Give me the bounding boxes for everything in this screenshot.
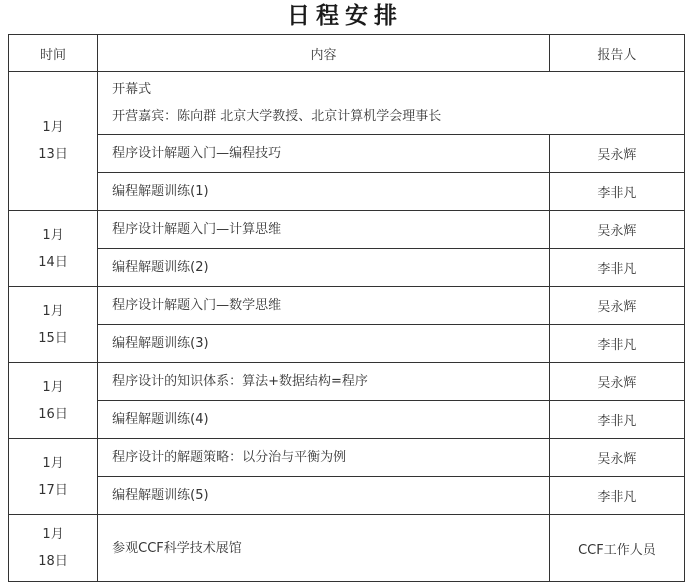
session-title: 程序设计解题入门—编程技巧 bbox=[112, 146, 282, 161]
session-title: 编程解题训练(2) bbox=[112, 260, 209, 275]
table-row bbox=[9, 477, 685, 515]
session-title: 程序设计的知识体系：算法+数据结构=程序 bbox=[112, 374, 368, 389]
day-month: 1月 bbox=[42, 455, 64, 471]
session-content bbox=[98, 211, 550, 249]
day-cell bbox=[9, 439, 98, 515]
session-title: 程序设计解题入门—计算思维 bbox=[112, 222, 282, 237]
session-title: 参观CCF科学技术展馆 bbox=[112, 540, 242, 556]
session-content bbox=[98, 439, 550, 477]
session-speaker: 吴永辉 bbox=[549, 211, 684, 249]
day-date: 17日 bbox=[38, 482, 68, 498]
header-time: 时间 bbox=[9, 35, 98, 72]
page-title: 日程安排 bbox=[287, 3, 403, 29]
day-cell bbox=[9, 211, 98, 287]
session-title: 程序设计的解题策略：以分治与平衡为例 bbox=[112, 450, 347, 465]
table-row bbox=[9, 249, 685, 287]
session-speaker: 吴永辉 bbox=[549, 287, 684, 325]
day-month: 1月 bbox=[42, 227, 64, 243]
day-month: 1月 bbox=[42, 379, 64, 395]
session-speaker: 李非凡 bbox=[549, 401, 684, 439]
session-title: 编程解题训练(3) bbox=[112, 336, 209, 351]
day-month: 1月 bbox=[42, 303, 64, 319]
day-cell bbox=[9, 515, 98, 582]
table-row bbox=[9, 325, 685, 363]
session-content bbox=[98, 287, 550, 325]
table-header-row bbox=[9, 35, 685, 72]
day-date: 13日 bbox=[38, 147, 68, 162]
table-row bbox=[9, 135, 685, 173]
session-speaker: 吴永辉 bbox=[549, 439, 684, 477]
session-title: 程序设计解题入门—数学思维 bbox=[112, 298, 282, 313]
session-speaker: 吴永辉 bbox=[549, 363, 684, 401]
header-speaker: 报告人 bbox=[549, 35, 684, 72]
session-content bbox=[98, 401, 550, 439]
session-title: 开幕式 bbox=[112, 82, 152, 97]
day-cell bbox=[9, 72, 98, 211]
session-content bbox=[98, 173, 550, 211]
session-title: 编程解题训练(1) bbox=[112, 184, 209, 199]
session-speaker: 李非凡 bbox=[549, 173, 684, 211]
day-month: 1月 bbox=[42, 527, 64, 542]
session-speaker: 李非凡 bbox=[549, 325, 684, 363]
table-row bbox=[9, 363, 685, 401]
session-speaker: CCF工作人员 bbox=[549, 515, 684, 582]
day-month: 1月 bbox=[42, 120, 64, 135]
session-guest: 开营嘉宾：陈向群 北京大学教授、北京计算机学会理事长 bbox=[112, 109, 442, 124]
session-content bbox=[98, 515, 550, 582]
table-row bbox=[9, 515, 685, 582]
day-date: 18日 bbox=[38, 554, 68, 569]
day-date: 15日 bbox=[38, 330, 68, 346]
header-content: 内容 bbox=[98, 35, 550, 72]
table-row bbox=[9, 211, 685, 249]
table-row bbox=[9, 287, 685, 325]
day-cell bbox=[9, 363, 98, 439]
session-content bbox=[98, 477, 550, 515]
table-row bbox=[9, 439, 685, 477]
table-row bbox=[9, 401, 685, 439]
day-cell bbox=[9, 287, 98, 363]
session-content bbox=[98, 72, 685, 135]
session-speaker: 李非凡 bbox=[549, 249, 684, 287]
session-title: 编程解题训练(4) bbox=[112, 412, 209, 427]
session-content bbox=[98, 363, 550, 401]
session-speaker: 吴永辉 bbox=[549, 135, 684, 173]
table-row bbox=[9, 72, 685, 135]
table-row bbox=[9, 173, 685, 211]
session-speaker: 李非凡 bbox=[549, 477, 684, 515]
day-date: 14日 bbox=[38, 254, 68, 270]
session-content bbox=[98, 135, 550, 173]
session-title: 编程解题训练(5) bbox=[112, 488, 209, 503]
schedule-table bbox=[8, 34, 685, 582]
day-date: 16日 bbox=[38, 406, 68, 422]
session-content bbox=[98, 249, 550, 287]
session-content bbox=[98, 325, 550, 363]
